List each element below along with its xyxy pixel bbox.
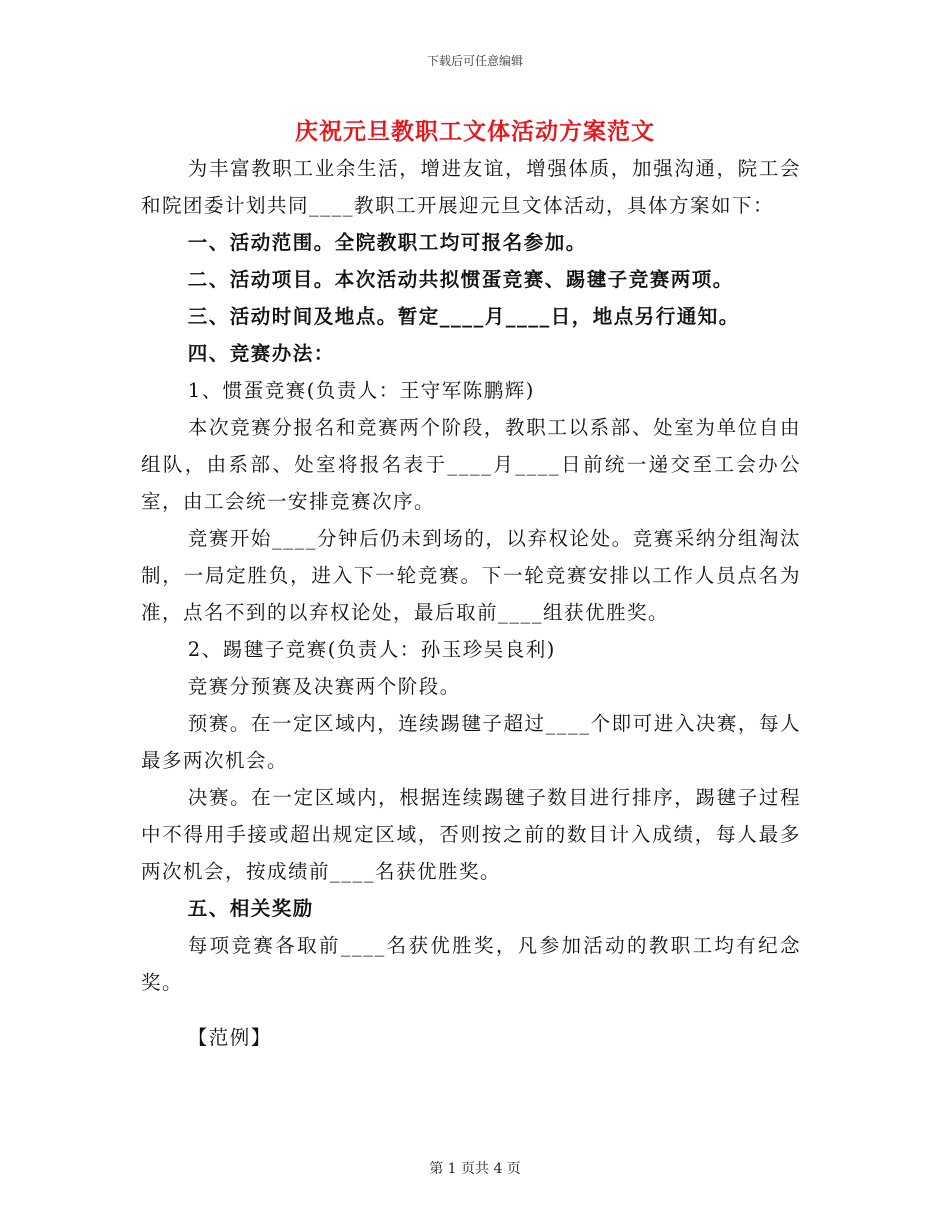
paragraph-final: 决赛。在一定区域内，根据连续踢毽子数目进行排序，踢毽子过程中不得用手接或超出规定区域，否则按之前的数目计入成绩，每人最多两次机会，按成绩前____名获优胜奖。 — [141, 786, 801, 883]
section-heading-events: 二、活动项目。本次活动共拟惯蛋竞赛、踢毽子竞赛两项。 — [187, 268, 734, 291]
document-body — [141, 150, 801, 1056]
paragraph-stages: 竞赛分预赛及决赛两个阶段。 — [187, 675, 461, 698]
page-header-note: 下载后可任意编辑 — [426, 54, 523, 68]
section-heading-scope: 一、活动范围。全院教职工均可报名参加。 — [187, 231, 587, 254]
paragraph-awards: 每项竞赛各取前____名获优胜奖，凡参加活动的教职工均有纪念奖。 — [141, 934, 801, 994]
example-label: 【范例】 — [187, 1026, 272, 1049]
section-heading-rules: 四、竞赛办法： — [187, 342, 335, 365]
intro-paragraph: 为丰富教职工业余生活，增进友谊，增强体质，加强沟通，院工会和院团委计划共同____教职工开展迎元旦文体活动，具体方案如下： — [141, 157, 801, 217]
section-heading-awards: 五、相关奖励 — [187, 897, 314, 920]
subsection-egg-competition: 1、惯蛋竞赛(负责人：王守军陈鹏辉) — [187, 379, 535, 402]
paragraph-preliminary: 预赛。在一定区域内，连续踢毽子超过____个即可进入决赛，每人最多两次机会。 — [141, 712, 801, 772]
page-footer: 第 1 页共 4 页 — [429, 1161, 521, 1177]
paragraph-registration: 本次竞赛分报名和竞赛两个阶段，教职工以系部、处室为单位自由组队，由系部、处室将报名表于____月____日前统一递交至工会办公室，由工会统一安排竞赛次序。 — [141, 416, 801, 513]
paragraph-competition-start: 竞赛开始____分钟后仍未到场的，以弃权论处。竞赛采纳分组淘汰制，一局定胜负，进入下一轮竞赛。下一轮竞赛安排以工作人员点名为准，点名不到的以弃权论处，最后取前____组获优胜奖。 — [141, 527, 801, 624]
subsection-shuttlecock: 2、踢毽子竞赛(负责人：孙玉珍吴良利) — [187, 638, 556, 661]
document-title: 庆祝元旦教职工文体活动方案范文 — [295, 118, 655, 145]
section-heading-time-place: 三、活动时间及地点。暂定____月____日，地点另行通知。 — [187, 305, 740, 328]
